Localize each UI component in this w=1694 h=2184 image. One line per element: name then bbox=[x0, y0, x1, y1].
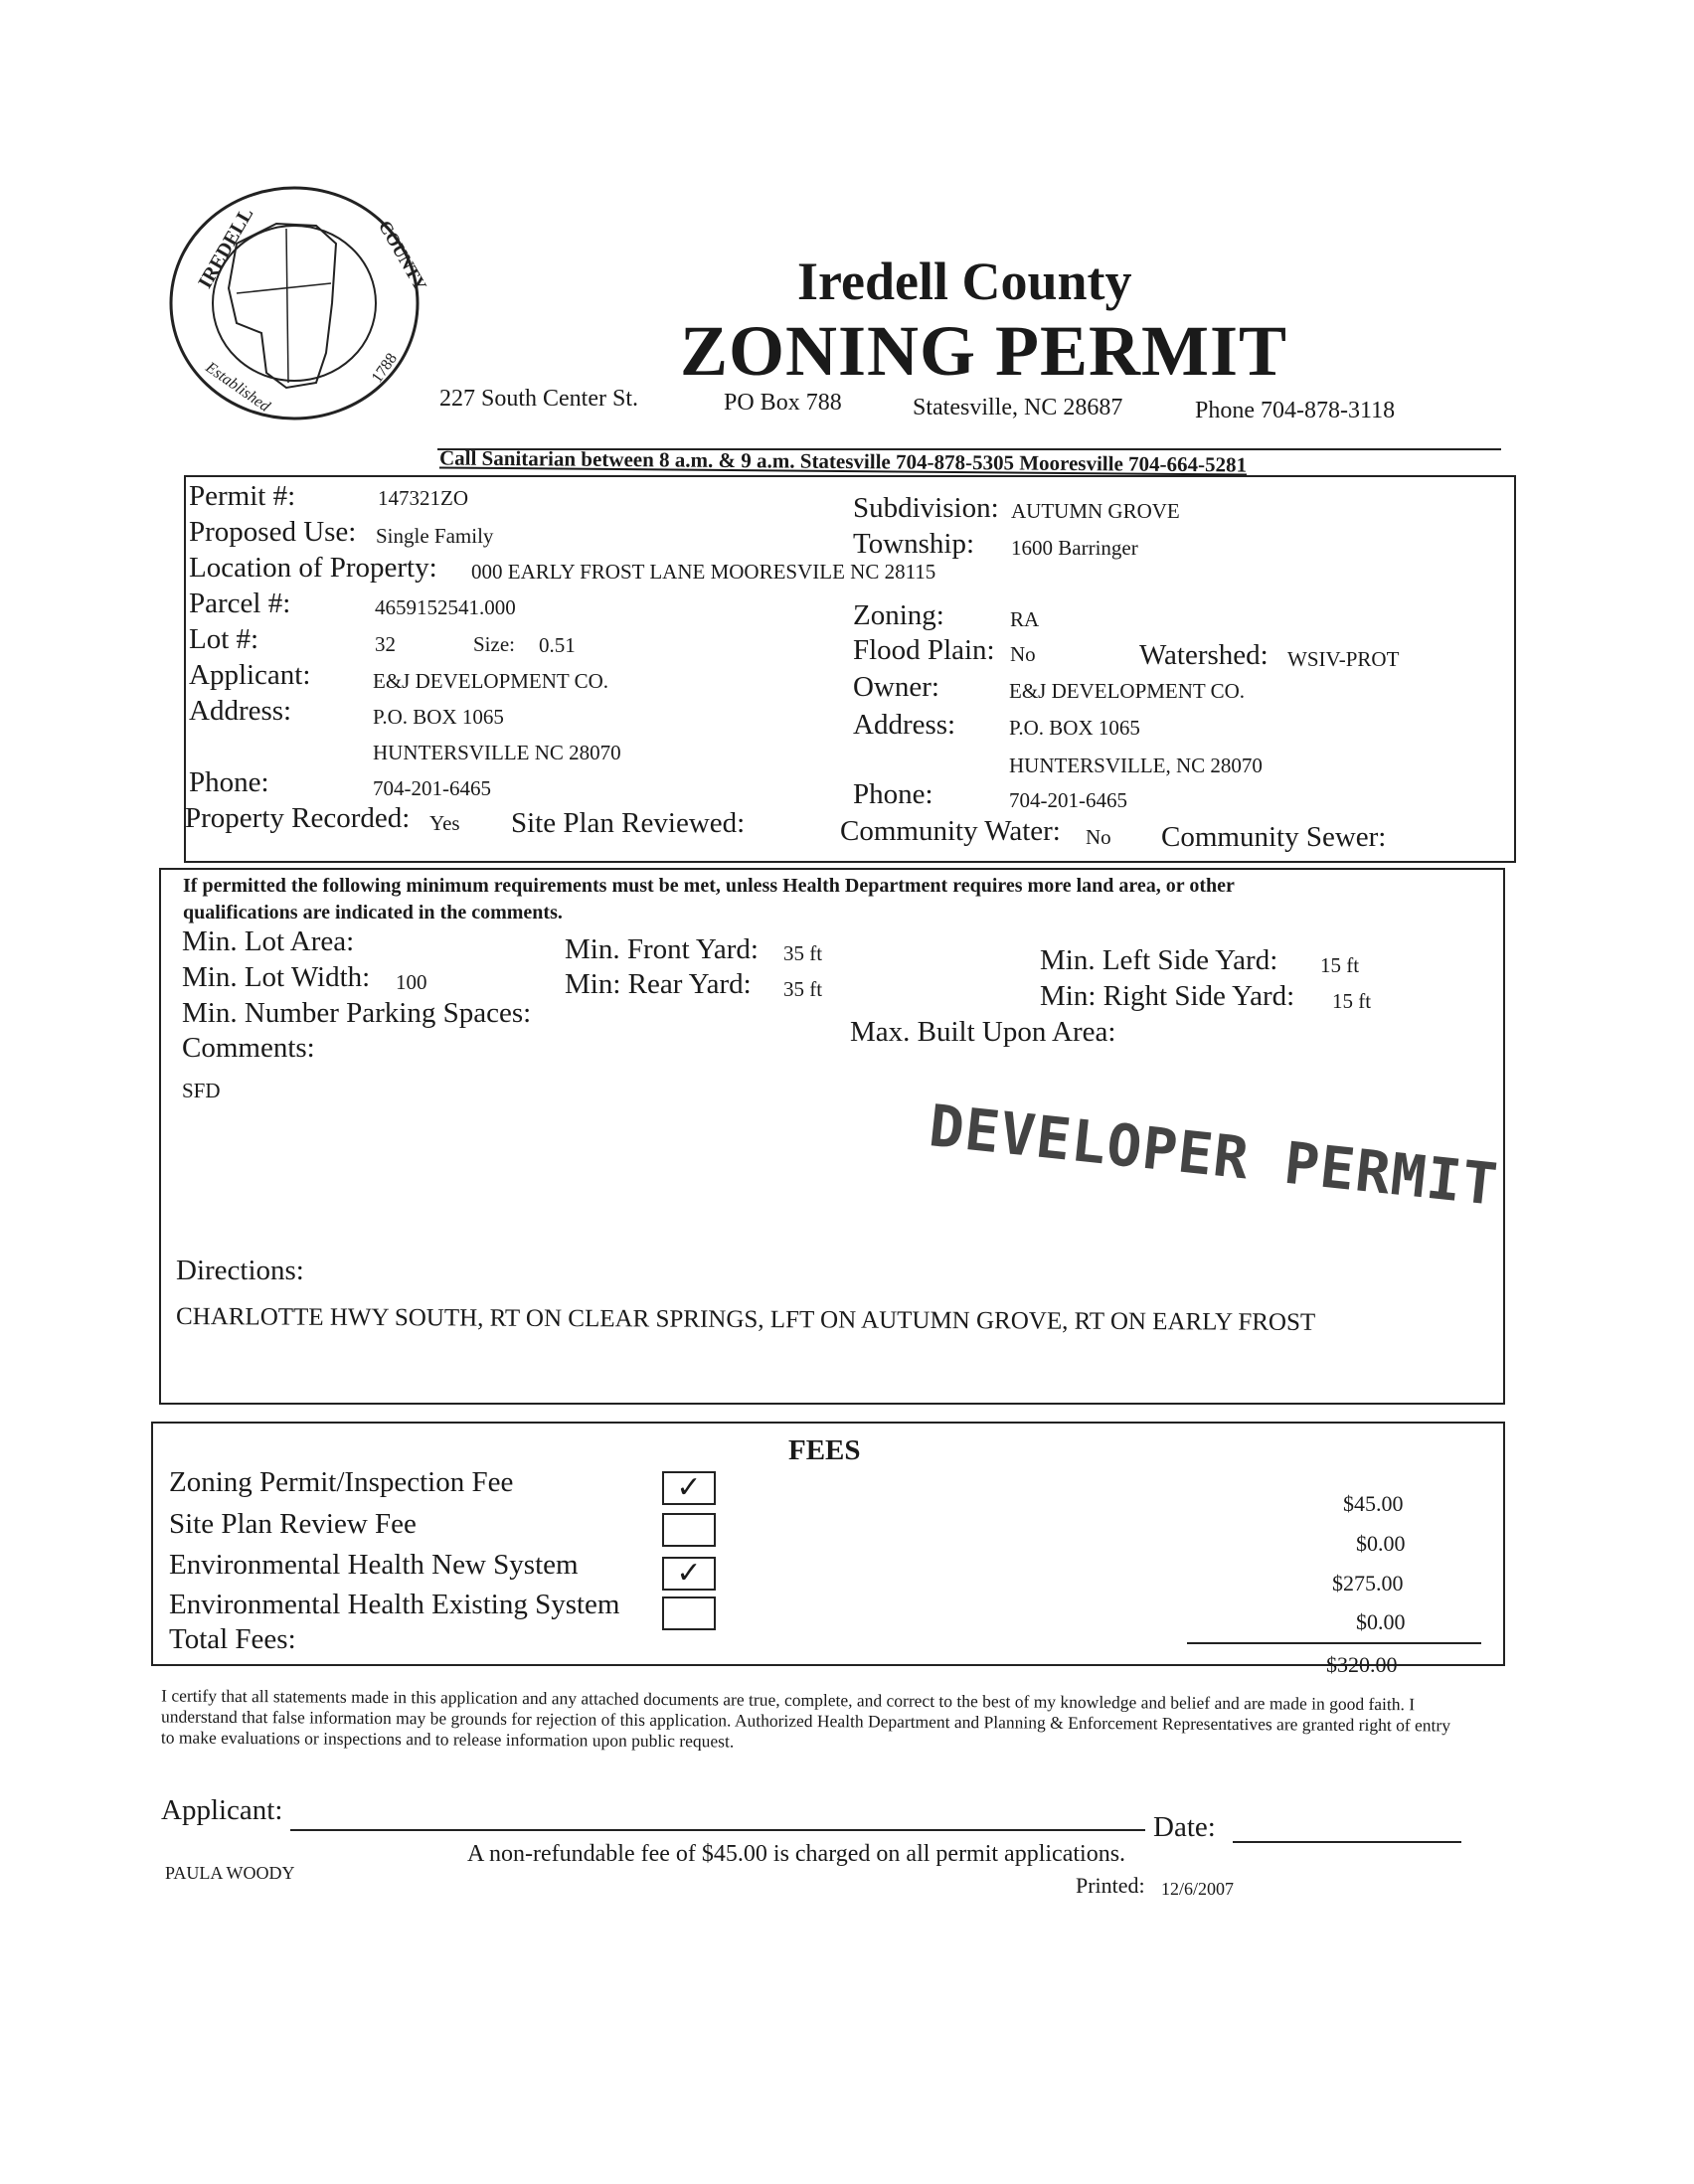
comments-value: SFD bbox=[182, 1079, 221, 1102]
fee-amount-env-existing: $0.00 bbox=[1356, 1609, 1406, 1634]
fee-label-site-plan: Site Plan Review Fee bbox=[169, 1508, 417, 1540]
office-street: 227 South Center St. bbox=[439, 386, 639, 412]
front-yard-value: 35 ft bbox=[783, 941, 823, 965]
owner-label: Owner: bbox=[853, 671, 939, 703]
total-rule bbox=[1187, 1642, 1481, 1644]
owner-address-label: Address: bbox=[853, 709, 956, 741]
owner-phone-label: Phone: bbox=[853, 778, 933, 810]
location-value: 000 EARLY FROST LANE MOORESVILE NC 28115 bbox=[471, 560, 936, 584]
office-city: Statesville, NC 28687 bbox=[913, 395, 1123, 420]
size-label: Size: bbox=[473, 632, 515, 656]
requirements-intro-line2: qualifications are indicated in the comments. bbox=[183, 902, 563, 924]
checkbox-zoning-fee[interactable]: ✓ bbox=[662, 1471, 716, 1505]
printed-date: 12/6/2007 bbox=[1161, 1879, 1235, 1899]
zoning-label: Zoning: bbox=[853, 599, 944, 631]
requirements-intro-line1: If permitted the following minimum requirements must be met, unless Health Department requires more land area, or other bbox=[183, 875, 1235, 897]
printed-label: Printed: bbox=[1076, 1873, 1145, 1898]
township-value: 1600 Barringer bbox=[1011, 536, 1138, 560]
svg-text:Established: Established bbox=[202, 359, 273, 416]
proposed-use-label: Proposed Use: bbox=[189, 516, 357, 548]
fee-amount-env-new: $275.00 bbox=[1332, 1571, 1404, 1596]
nonrefundable-notice: A non-refundable fee of $45.00 is charged on all permit applications. bbox=[467, 1841, 1126, 1867]
office-po-box: PO Box 788 bbox=[724, 390, 842, 416]
fees-title: FEES bbox=[788, 1434, 861, 1466]
flood-plain-label: Flood Plain: bbox=[853, 634, 995, 666]
parcel-value: 4659152541.000 bbox=[375, 595, 516, 619]
county-name: Iredell County bbox=[797, 252, 1132, 311]
fee-amount-zoning: $45.00 bbox=[1343, 1491, 1404, 1516]
total-fees-value: $320.00 bbox=[1326, 1652, 1398, 1677]
checkbox-site-plan-fee[interactable] bbox=[662, 1513, 716, 1547]
svg-text:COUNTY: COUNTY bbox=[374, 217, 431, 294]
applicant-address-line2: HUNTERSVILLE NC 28070 bbox=[373, 741, 621, 764]
directions-label: Directions: bbox=[176, 1255, 304, 1286]
applicant-value: E&J DEVELOPMENT CO. bbox=[373, 669, 609, 693]
date-label: Date: bbox=[1153, 1811, 1216, 1843]
developer-permit-stamp: DEVELOPER PERMIT bbox=[926, 1092, 1502, 1219]
left-side-yard-value: 15 ft bbox=[1320, 953, 1360, 977]
date-line[interactable] bbox=[1233, 1841, 1461, 1843]
left-side-yard-label: Min. Left Side Yard: bbox=[1040, 944, 1278, 976]
clerk-name: PAULA WOODY bbox=[165, 1863, 295, 1883]
lot-value: 32 bbox=[375, 632, 396, 656]
location-label: Location of Property: bbox=[189, 552, 437, 584]
min-lot-area-label: Min. Lot Area: bbox=[182, 925, 355, 957]
max-built-upon-label: Max. Built Upon Area: bbox=[850, 1016, 1116, 1048]
watershed-value: WSIV-PROT bbox=[1287, 647, 1400, 671]
lot-label: Lot #: bbox=[189, 623, 259, 655]
sanitarian-notice: Call Sanitarian between 8 a.m. & 9 a.m. Statesville 704-878-5305 Mooresville 704-664-5281 bbox=[438, 445, 1248, 477]
applicant-label: Applicant: bbox=[189, 659, 311, 691]
proposed-use-value: Single Family bbox=[376, 524, 494, 548]
total-fees-label: Total Fees: bbox=[169, 1623, 296, 1655]
rear-yard-value: 35 ft bbox=[783, 977, 823, 1001]
min-lot-width-label: Min. Lot Width: bbox=[182, 961, 371, 993]
owner-phone-value: 704-201-6465 bbox=[1009, 788, 1127, 812]
township-label: Township: bbox=[853, 528, 975, 560]
community-water-value: No bbox=[1086, 825, 1111, 849]
front-yard-label: Min. Front Yard: bbox=[565, 933, 759, 965]
community-sewer-label: Community Sewer: bbox=[1161, 821, 1387, 853]
applicant-signature-line[interactable] bbox=[290, 1829, 1145, 1831]
directions-value: CHARLOTTE HWY SOUTH, RT ON CLEAR SPRINGS, LFT ON AUTUMN GROVE, RT ON EARLY FROST bbox=[175, 1302, 1316, 1337]
applicant-phone-label: Phone: bbox=[189, 766, 269, 798]
applicant-address-label: Address: bbox=[189, 695, 292, 727]
certification-statement: I certify that all statements made in this application and any attached documents are true, complete, and correct to the best of my knowledge and belief and are made in good faith. I understand that false information may be grounds for rejection of this application. Authorized Health Department and Planning & Enforcement Representatives are granted right of entry to make evaluations or inspections and to release information upon public request. bbox=[160, 1685, 1451, 1752]
site-plan-reviewed-label: Site Plan Reviewed: bbox=[511, 807, 746, 839]
owner-address-line2: HUNTERSVILLE, NC 28070 bbox=[1009, 754, 1263, 777]
checkbox-env-existing-fee[interactable] bbox=[662, 1596, 716, 1630]
permit-number-label: Permit #: bbox=[189, 480, 296, 512]
applicant-address-line1: P.O. BOX 1065 bbox=[373, 705, 504, 729]
fee-label-env-existing: Environmental Health Existing System bbox=[169, 1589, 620, 1620]
flood-plain-value: No bbox=[1010, 642, 1036, 666]
watershed-label: Watershed: bbox=[1139, 639, 1269, 671]
right-side-yard-value: 15 ft bbox=[1332, 989, 1372, 1013]
fee-label-env-new: Environmental Health New System bbox=[169, 1549, 579, 1581]
office-phone: Phone 704-878-3118 bbox=[1195, 398, 1396, 423]
county-seal bbox=[167, 184, 431, 422]
parcel-label: Parcel #: bbox=[189, 588, 291, 619]
fee-label-zoning: Zoning Permit/Inspection Fee bbox=[169, 1466, 514, 1498]
rear-yard-label: Min: Rear Yard: bbox=[565, 968, 752, 1000]
permit-number-value: 147321ZO bbox=[378, 486, 468, 510]
min-lot-width-value: 100 bbox=[396, 970, 427, 994]
right-side-yard-label: Min: Right Side Yard: bbox=[1040, 980, 1295, 1012]
document-title: ZONING PERMIT bbox=[680, 311, 1288, 391]
svg-text:1788: 1788 bbox=[368, 350, 401, 387]
subdivision-value: AUTUMN GROVE bbox=[1011, 499, 1180, 523]
community-water-label: Community Water: bbox=[840, 815, 1061, 847]
property-recorded-value: Yes bbox=[429, 811, 460, 835]
checkbox-env-new-fee[interactable]: ✓ bbox=[662, 1557, 716, 1591]
comments-label: Comments: bbox=[182, 1032, 315, 1064]
subdivision-label: Subdivision: bbox=[853, 492, 999, 524]
fee-amount-site-plan: $0.00 bbox=[1356, 1531, 1406, 1556]
size-value: 0.51 bbox=[539, 633, 576, 657]
applicant-phone-value: 704-201-6465 bbox=[373, 776, 491, 800]
zoning-value: RA bbox=[1010, 607, 1040, 631]
property-recorded-label: Property Recorded: bbox=[185, 802, 411, 834]
applicant-signature-label: Applicant: bbox=[161, 1794, 283, 1826]
owner-value: E&J DEVELOPMENT CO. bbox=[1009, 679, 1246, 703]
parking-spaces-label: Min. Number Parking Spaces: bbox=[182, 997, 532, 1029]
svg-text:IREDELL: IREDELL bbox=[194, 204, 258, 293]
owner-address-line1: P.O. BOX 1065 bbox=[1009, 716, 1140, 740]
